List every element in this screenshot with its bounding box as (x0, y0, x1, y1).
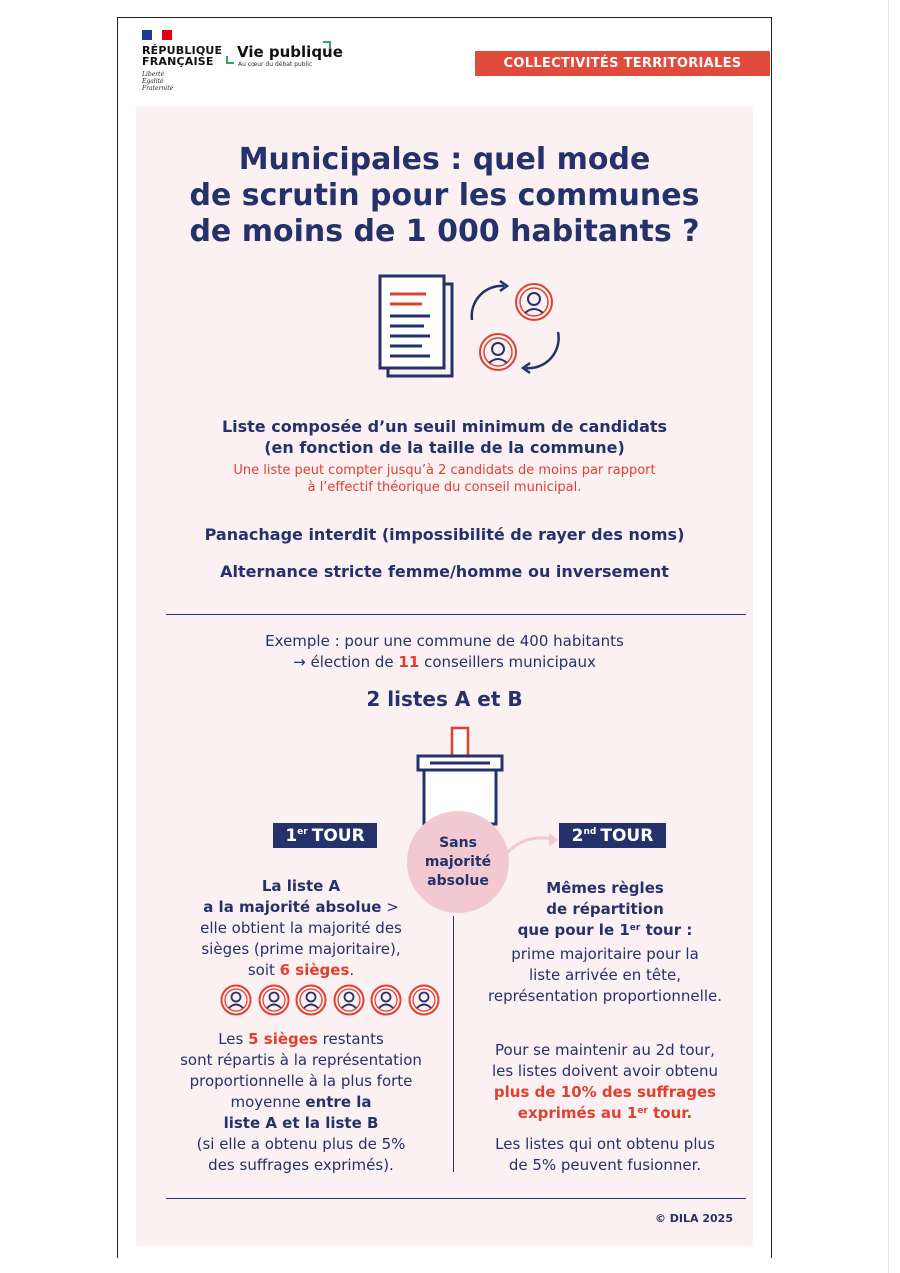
seat-person-icon (220, 984, 252, 1016)
content-panel (136, 106, 753, 1246)
no-majority-circle: Sans majorité absolue (407, 811, 509, 913)
alternance-rule: Alternance stricte femme/homme ou inversement (220, 562, 669, 581)
seat-person-icon (370, 984, 402, 1016)
vie-publique-mark-icon (323, 41, 331, 49)
tour-1-remaining-text: Les 5 sièges restants sont répartis à la représentation proportionnelle à la plus forte moyenne entre la liste A et la liste B (si elle a obtenu plus de 5% des suffrages exprimés). (180, 1030, 422, 1174)
majority-seats (220, 984, 440, 1016)
person-icon (516, 284, 552, 320)
french-flag-icon (142, 30, 172, 40)
scan-edge-line (888, 0, 889, 1273)
republique-francaise-logo: RÉPUBLIQUE FRANÇAISE (142, 44, 223, 68)
curved-arrow-icon (504, 828, 564, 858)
tour-2-text: Mêmes règles de répartition que pour le 1er tour : prime majoritaire pour la liste arrivée en tête, représentation proportionnelle. (488, 879, 722, 1005)
list-rule-note: Une liste peut compter jusqu’à 2 candidats de moins par rapport à l’effectif théorique du conseil municipal. (233, 463, 656, 495)
lists-heading: 2 listes A et B (366, 687, 523, 711)
person-icon (480, 334, 516, 370)
example-line: Exemple : pour une commune de 400 habitants (265, 632, 624, 650)
vie-publique-logo: Vie publique (237, 43, 343, 61)
tour-2-threshold-text: Pour se maintenir au 2d tour, les listes doivent avoir obtenu plus de 10% des suffrages exprimés au 1er tour. (491, 1041, 719, 1122)
tour-1-badge: 1 $^{er}$ TOUR (273, 823, 377, 848)
vie-publique-tagline: Au cœur du débat public (238, 61, 313, 68)
seat-person-icon (295, 984, 327, 1016)
example-seats-line: → élection de 11 conseillers municipaux (293, 653, 596, 671)
list-rule: Liste composée d’un seuil minimum de candidats (en fonction de la taille de la commune) (221, 417, 668, 457)
page-title: Municipales : quel mode de scrutin pour les communes de moins de 1 000 habitants ? (189, 142, 700, 249)
seat-person-icon (408, 984, 440, 1016)
infographic-frame (117, 17, 772, 1258)
candidate-list-illustration (364, 272, 574, 384)
seat-count: 11 (398, 653, 420, 671)
tour-1-text: La liste A a la majorité absolue > elle obtient la majorité des sièges (prime majoritaire), soit 6 sièges. (200, 877, 402, 979)
seat-person-icon (333, 984, 365, 1016)
tour-2-merge-text: Les listes qui ont obtenu plus de 5% peuvent fusionner. (495, 1135, 715, 1174)
vie-publique-mark-icon (226, 56, 234, 64)
tour-2-badge: 2 $^{nd}$ TOUR (559, 823, 666, 848)
footer-divider (166, 1198, 746, 1199)
republic-motto: Liberté Égalité Fraternité (142, 71, 174, 92)
category-badge: COLLECTIVITÉS TERRITORIALES (475, 51, 770, 76)
copyright: © DILA 2025 (654, 1212, 733, 1225)
document-icon (380, 276, 452, 376)
section-divider (166, 614, 746, 615)
seat-person-icon (258, 984, 290, 1016)
column-separator (453, 916, 454, 1172)
panachage-rule: Panachage interdit (impossibilité de rayer des noms) (204, 525, 685, 544)
